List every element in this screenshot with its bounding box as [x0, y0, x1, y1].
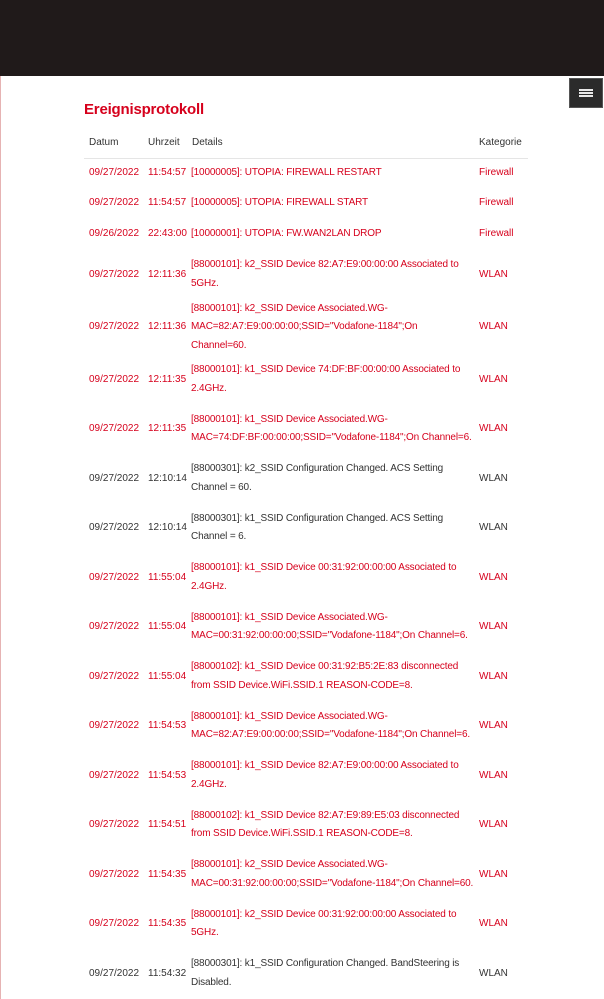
top-header-bar [0, 0, 604, 76]
cell-date: 09/27/2022 [89, 967, 140, 979]
cell-time: 12:10:14 [148, 472, 187, 484]
column-header-details: Details [187, 127, 474, 159]
cell-details: [10000005]: UTOPIA: FIREWALL START [191, 197, 369, 209]
cell-details: [88000102]: k1_SSID Device 00:31:92:B5:2E:83 disconnected from SSID Device.WiFi.SSID.1 REASON-CODE=8. [191, 661, 459, 691]
cell-category: WLAN [479, 918, 508, 929]
cell-details: [10000005]: UTOPIA: FIREWALL RESTART [191, 167, 382, 179]
cell-category: Firewall [479, 228, 514, 240]
cell-time: 12:10:14 [148, 522, 187, 533]
table-row [84, 504, 528, 554]
column-header-date: Datum [84, 127, 143, 159]
cell-details: [88000101]: k1_SSID Device 82:A7:E9:00:00:00 Associated to 2.4GHz. [191, 760, 459, 790]
cell-details: [88000301]: k1_SSID Configuration Changed. BandSteering is Disabled. [191, 958, 460, 988]
table-row [84, 300, 528, 356]
cell-date: 09/27/2022 [89, 670, 140, 682]
cell-time: 11:54:57 [148, 197, 187, 209]
cell-details: [88000101]: k2_SSID Device Associated.WG-MAC=82:A7:E9:00:00:00;SSID="Vodafone-1184";On Channel=60. [191, 302, 418, 351]
cell-time: 11:54:57 [148, 167, 187, 179]
cell-time: 12:11:35 [148, 373, 187, 385]
table-row [84, 652, 528, 702]
cell-date: 09/27/2022 [89, 868, 140, 880]
cell-category: WLAN [479, 373, 508, 385]
column-header-category: Kategorie [474, 127, 528, 159]
page-title: Ereignisprotokoll [84, 101, 204, 118]
cell-time: 11:55:04 [148, 571, 187, 583]
cell-date: 09/27/2022 [89, 321, 140, 332]
cell-time: 22:43:00 [148, 228, 187, 240]
cell-category: WLAN [479, 670, 508, 682]
cell-details: [88000301]: k1_SSID Configuration Changed. ACS Setting Channel = 6. [191, 512, 444, 543]
cell-time: 11:55:04 [148, 670, 187, 682]
cell-time: 12:11:36 [148, 321, 187, 332]
table-row [84, 603, 528, 653]
cell-category: WLAN [479, 522, 508, 533]
cell-date: 09/26/2022 [89, 228, 140, 240]
table-row [84, 900, 528, 950]
cell-details: [88000101]: k1_SSID Device Associated.WG-MAC=00:31:92:00:00:00;SSID="Vodafone-1184";On Channel=6. [191, 611, 468, 642]
cell-time: 11:54:53 [148, 769, 187, 781]
table-row [84, 250, 528, 300]
table-row [84, 405, 528, 455]
table-row [84, 355, 528, 405]
table-row [84, 751, 528, 801]
cell-date: 09/27/2022 [89, 769, 140, 781]
table-row [84, 949, 528, 999]
cell-category: WLAN [479, 769, 508, 781]
left-border-line [0, 76, 1, 999]
table-row [84, 553, 528, 603]
cell-time: 12:11:35 [148, 423, 187, 434]
cell-date: 09/27/2022 [89, 423, 140, 434]
cell-time: 11:54:53 [148, 720, 187, 731]
cell-category: WLAN [479, 720, 508, 731]
table-row [84, 702, 528, 752]
cell-date: 09/27/2022 [89, 522, 140, 533]
cell-details: [88000101]: k1_SSID Device 00:31:92:00:00:00 Associated to 2.4GHz. [191, 562, 457, 592]
table-header-row [84, 127, 528, 159]
cell-category: WLAN [479, 472, 508, 484]
cell-time: 11:54:51 [148, 819, 187, 830]
cell-date: 09/27/2022 [89, 167, 140, 179]
cell-details: [88000101]: k2_SSID Device Associated.WG-MAC=00:31:92:00:00:00;SSID="Vodafone-1184";On Channel=60. [191, 859, 474, 889]
cell-details: [88000101]: k1_SSID Device 74:DF:BF:00:00:00 Associated to 2.4GHz. [191, 364, 461, 394]
cell-date: 09/27/2022 [89, 720, 140, 731]
table-row [84, 188, 528, 219]
cell-category: WLAN [479, 423, 508, 434]
cell-details: [88000301]: k2_SSID Configuration Changed. ACS Setting Channel = 60. [191, 463, 444, 493]
cell-details: [10000001]: UTOPIA: FW.WAN2LAN DROP [191, 228, 382, 240]
cell-date: 09/27/2022 [89, 373, 140, 385]
cell-date: 09/27/2022 [89, 197, 140, 209]
cell-time: 11:54:32 [148, 967, 187, 979]
cell-date: 09/27/2022 [89, 268, 140, 280]
cell-category: WLAN [479, 967, 508, 979]
cell-details: [88000101]: k1_SSID Device Associated.WG-MAC=74:DF:BF:00:00:00;SSID="Vodafone-1184";On Channel=6. [191, 413, 472, 444]
cell-details: [88000101]: k1_SSID Device Associated.WG-MAC=82:A7:E9:00:00:00;SSID="Vodafone-1184";On Channel=6. [191, 710, 470, 741]
cell-category: WLAN [479, 819, 508, 830]
menu-button[interactable] [569, 78, 603, 108]
cell-date: 09/27/2022 [89, 571, 140, 583]
table-row [84, 219, 528, 250]
cell-category: Firewall [479, 197, 514, 209]
event-log-table [84, 127, 528, 999]
cell-date: 09/27/2022 [89, 621, 140, 632]
cell-time: 11:55:04 [148, 621, 187, 632]
column-header-time: Uhrzeit [143, 127, 187, 159]
cell-details: [88000101]: k2_SSID Device 00:31:92:00:00:00 Associated to 5GHz. [191, 908, 457, 939]
cell-time: 12:11:36 [148, 268, 187, 280]
cell-details: [88000101]: k2_SSID Device 82:A7:E9:00:00:00 Associated to 5GHz. [191, 259, 459, 289]
cell-category: WLAN [479, 868, 508, 880]
hamburger-menu-icon [579, 89, 593, 97]
cell-time: 11:54:35 [148, 868, 187, 880]
cell-category: WLAN [479, 621, 508, 632]
cell-details: [88000102]: k1_SSID Device 82:A7:E9:89:E5:03 disconnected from SSID Device.WiFi.SSID.1 REASON-CODE=8. [191, 809, 460, 840]
cell-date: 09/27/2022 [89, 472, 140, 484]
cell-time: 11:54:35 [148, 918, 187, 929]
cell-category: WLAN [479, 321, 508, 332]
cell-category: Firewall [479, 167, 514, 179]
table-row [84, 159, 528, 189]
cell-category: WLAN [479, 268, 508, 280]
table-row [84, 850, 528, 900]
cell-category: WLAN [479, 571, 508, 583]
table-row [84, 454, 528, 504]
table-row [84, 801, 528, 851]
cell-date: 09/27/2022 [89, 819, 140, 830]
cell-date: 09/27/2022 [89, 918, 140, 929]
